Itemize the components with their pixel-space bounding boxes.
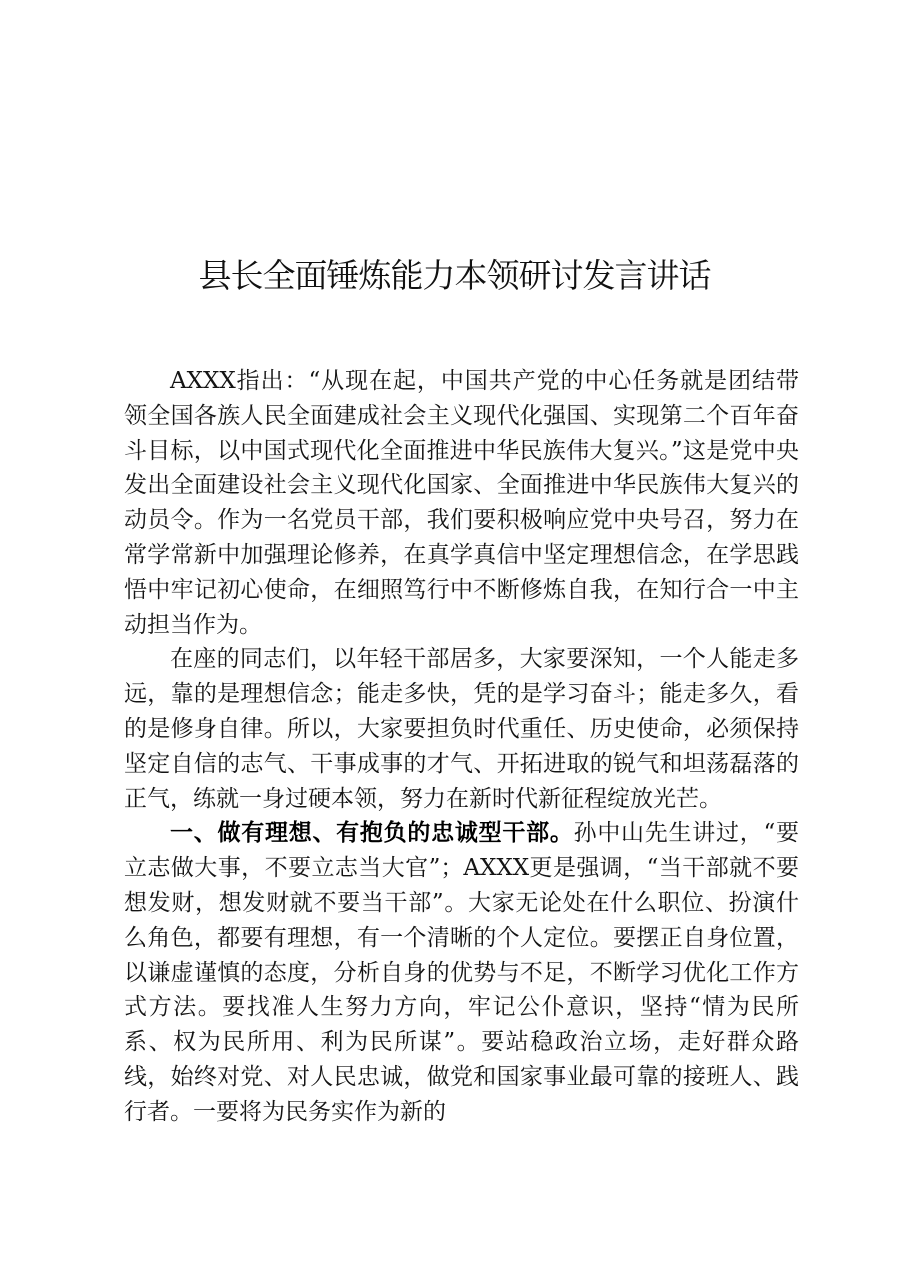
paragraph-3 [124,816,799,1129]
paragraph-2 [124,642,799,816]
paragraph-3-text: 孙中山先生讲过，“要立志做大事，不要立志当大官”；AXXX更是强调，“当干部就不要想发财，想发财就不要当干部”。大家无论处在什么职位、扮演什么角色，都要有理想，有一个清晰的个人定位。要摆正自身位置，以谦虚谨慎的态度，分析自身的优势与不足，不断学习优化工作方式方法。要找准人生努力方向，牢记公仆意识，坚持“情为民所系、权为民所用、利为民所谋”。要站稳政治立场，走好群众路线，始终对党、对人民忠诚，做党和国家事业最可靠的接班人、践行者。一要将为民务实作为新的 [124,820,799,1125]
paragraph-1-text: AXXX指出：“从现在起，中国共产党的中心任务就是团结带领全国各族人民全面建成社会主义现代化强国、实现第二个百年奋斗目标，以中国式现代化全面推进中华民族伟大复兴。”这是党中央发出全面建设社会主义现代化国家、全面推进中华民族伟大复兴的动员令。作为一名党员干部，我们要积极响应党中央号召，努力在常学常新中加强理论修养，在真学真信中坚定理想信念，在学思践悟中牢记初心使命，在细照笃行中不断修炼自我，在知行合一中主动担当作为。 [124,368,799,638]
document-body [124,364,799,1130]
document-title: 县长全面锤炼能力本领研讨发言讲话 [198,256,711,295]
section-heading-1: 一、做有理想、有抱负的忠诚型干部。 [170,820,574,847]
paragraph-1 [124,364,799,642]
paragraph-2-text: 在座的同志们，以年轻干部居多，大家要深知，一个人能走多远，靠的是理想信念；能走多快，凭的是学习奋斗；能走多久，看的是修身自律。所以，大家要担负时代重任、历史使命，必须保持坚定自信的志气、干事成事的才气、开拓进取的锐气和坦荡磊落的正气，练就一身过硬本领，努力在新时代新征程绽放光芒。 [124,646,799,812]
